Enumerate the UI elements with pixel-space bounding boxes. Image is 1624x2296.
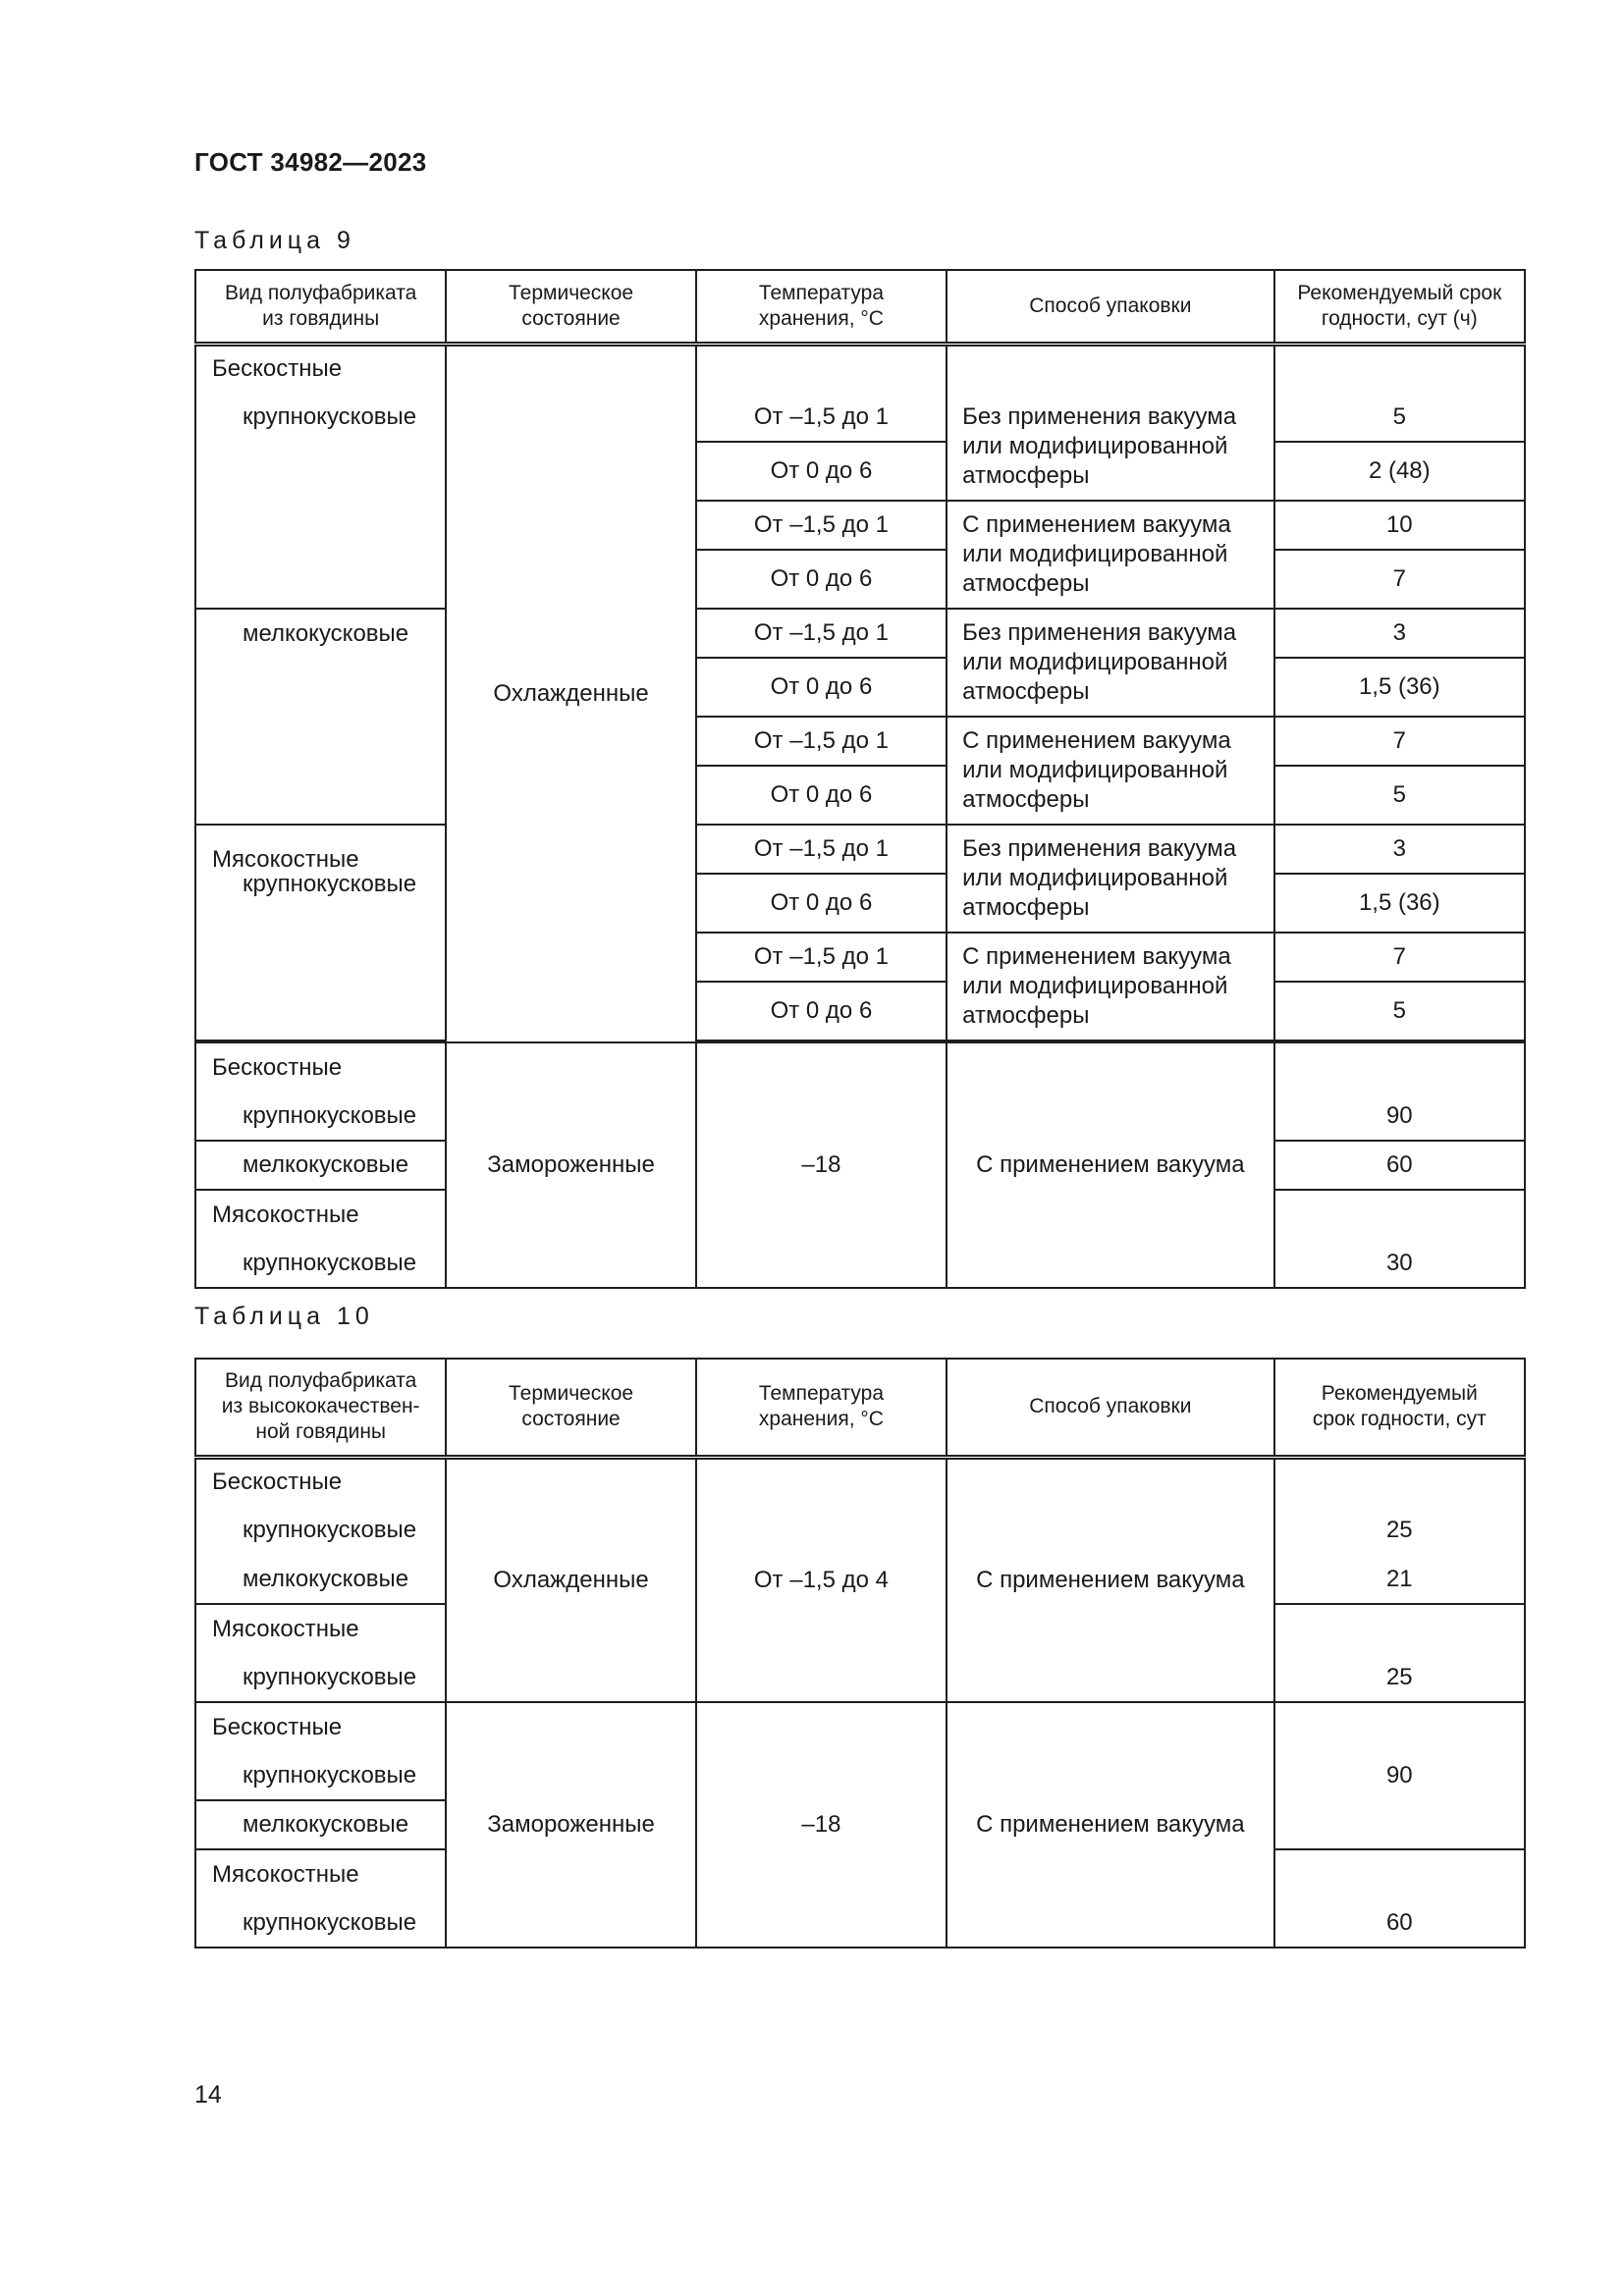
shelf-life-cell: 25 xyxy=(1274,1653,1525,1702)
temperature-cell: От 0 до 6 xyxy=(696,982,947,1041)
thermal-state-cell: Охлажденные xyxy=(446,344,695,1042)
temperature-cell: От –1,5 до 1 xyxy=(696,393,947,442)
shelf-life-cell: 90 xyxy=(1274,1702,1525,1849)
temperature-cell: От –1,5 до 1 xyxy=(696,501,947,550)
header-temperature: Температура хранения, °С xyxy=(696,1359,947,1457)
header-packaging: Способ упаковки xyxy=(947,270,1273,344)
thermal-state-cell: Замороженные xyxy=(446,1702,695,1948)
cut-type-cell: крупнокусковые xyxy=(195,1239,446,1288)
packaging-cell: С применением вакуума или модифицированной атмосферы xyxy=(947,933,1273,1041)
shelf-life-cell: 3 xyxy=(1274,609,1525,658)
shelf-life-cell: 60 xyxy=(1274,1898,1525,1948)
table-row xyxy=(195,609,1525,658)
temperature-cell: От 0 до 6 xyxy=(696,766,947,825)
group-label: Бескостные xyxy=(195,344,446,393)
temperature-cell: От –1,5 до 1 xyxy=(696,933,947,982)
document-title: ГОСТ 34982—2023 xyxy=(194,147,427,177)
packaging-cell: Без применения вакуума или модифицированной атмосферы xyxy=(947,393,1273,501)
cut-type-cell: крупнокусковые xyxy=(195,1506,446,1555)
packaging-cell: С применением вакуума или модифицированной атмосферы xyxy=(947,717,1273,825)
temperature-cell: От –1,5 до 1 xyxy=(696,825,947,874)
header-packaging: Способ упаковки xyxy=(947,1359,1273,1457)
header-shelf-life: Рекомендуемый срок годности, сут xyxy=(1274,1359,1525,1457)
table-10-caption: Таблица 10 xyxy=(194,1303,374,1330)
temperature-cell: От 0 до 6 xyxy=(696,442,947,501)
group-label: Бескостные xyxy=(195,1457,446,1506)
shelf-life-cell: 2 (48) xyxy=(1274,442,1525,501)
table-row xyxy=(195,825,1525,874)
cut-type-cell: крупнокусковые xyxy=(195,1092,446,1141)
table-row xyxy=(195,1457,1525,1506)
table-9-caption: Таблица 9 xyxy=(194,227,355,254)
temperature-cell: От –1,5 до 4 xyxy=(696,1457,947,1702)
shelf-life-cell: 7 xyxy=(1274,550,1525,609)
header-shelf-life: Рекомендуемый срок годности, сут (ч) xyxy=(1274,270,1525,344)
temperature-cell: От 0 до 6 xyxy=(696,874,947,933)
temperature-cell: –18 xyxy=(696,1042,947,1288)
table-row xyxy=(195,344,1525,393)
packaging-cell: Без применения вакуума или модифицированной атмосферы xyxy=(947,609,1273,717)
shelf-life-cell: 1,5 (36) xyxy=(1274,874,1525,933)
page-number: 14 xyxy=(194,2081,222,2109)
shelf-life-cell: 5 xyxy=(1274,982,1525,1041)
temperature-cell: –18 xyxy=(696,1702,947,1948)
header-temperature: Температура хранения, °С xyxy=(696,270,947,344)
cut-type-cell: крупнокусковые xyxy=(195,1653,446,1702)
header-kind: Вид полуфабриката из высококачествен- ной говядины xyxy=(195,1359,446,1457)
table-row xyxy=(195,393,1525,442)
temperature-cell: От 0 до 6 xyxy=(696,658,947,717)
shelf-life-cell: 25 xyxy=(1274,1506,1525,1555)
header-state: Термическое состояние xyxy=(446,1359,695,1457)
shelf-life-cell: 7 xyxy=(1274,717,1525,766)
group-label: Бескостные xyxy=(195,1042,446,1092)
group-label: Мясокостные xyxy=(195,1604,446,1653)
shelf-life-cell: 10 xyxy=(1274,501,1525,550)
shelf-life-cell: 60 xyxy=(1274,1141,1525,1190)
cut-type-cell: мелкокусковые xyxy=(195,1800,446,1849)
thermal-state-cell: Замороженные xyxy=(446,1042,695,1288)
header-state: Термическое состояние xyxy=(446,270,695,344)
shelf-life-cell: 21 xyxy=(1274,1555,1525,1604)
thermal-state-cell: Охлажденные xyxy=(446,1457,695,1702)
group-label: Мясокостные xyxy=(195,1190,446,1239)
shelf-life-cell: 90 xyxy=(1274,1092,1525,1141)
shelf-life-cell: 7 xyxy=(1274,933,1525,982)
cut-type-cell: крупнокусковые xyxy=(195,1751,446,1800)
group-label: Мясокостные xyxy=(195,1849,446,1898)
temperature-cell: От –1,5 до 1 xyxy=(696,609,947,658)
cut-type-cell: крупнокусковые xyxy=(195,1898,446,1948)
table-row xyxy=(195,1702,1525,1751)
table-9 xyxy=(194,269,1526,1289)
table-header-row xyxy=(195,1359,1525,1457)
table-header-row xyxy=(195,270,1525,344)
cut-type-cell: мелкокусковые xyxy=(195,1141,446,1190)
shelf-life-cell: 30 xyxy=(1274,1239,1525,1288)
cut-type-cell: крупнокусковые xyxy=(195,393,446,609)
group-label: Мясокостные xyxy=(212,846,359,873)
temperature-cell: От 0 до 6 xyxy=(696,550,947,609)
shelf-life-cell: 5 xyxy=(1274,766,1525,825)
shelf-life-cell: 5 xyxy=(1274,393,1525,442)
packaging-cell: Без применения вакуума или модифицированной атмосферы xyxy=(947,825,1273,933)
header-kind: Вид полуфабриката из говядины xyxy=(195,270,446,344)
shelf-life-cell: 3 xyxy=(1274,825,1525,874)
packaging-cell: С применением вакуума xyxy=(947,1042,1273,1288)
temperature-cell: От –1,5 до 1 xyxy=(696,717,947,766)
packaging-cell: С применением вакуума или модифицированной атмосферы xyxy=(947,501,1273,609)
packaging-cell: С применением вакуума xyxy=(947,1702,1273,1948)
table-row xyxy=(195,1042,1525,1092)
table-10 xyxy=(194,1358,1526,1949)
cut-type-cell: Мясокостные крупнокусковые xyxy=(195,825,446,1041)
group-label: Бескостные xyxy=(195,1702,446,1751)
packaging-cell: С применением вакуума xyxy=(947,1457,1273,1702)
cut-type-cell: мелкокусковые xyxy=(195,609,446,825)
cut-type-cell: мелкокусковые xyxy=(195,1555,446,1604)
shelf-life-cell: 1,5 (36) xyxy=(1274,658,1525,717)
